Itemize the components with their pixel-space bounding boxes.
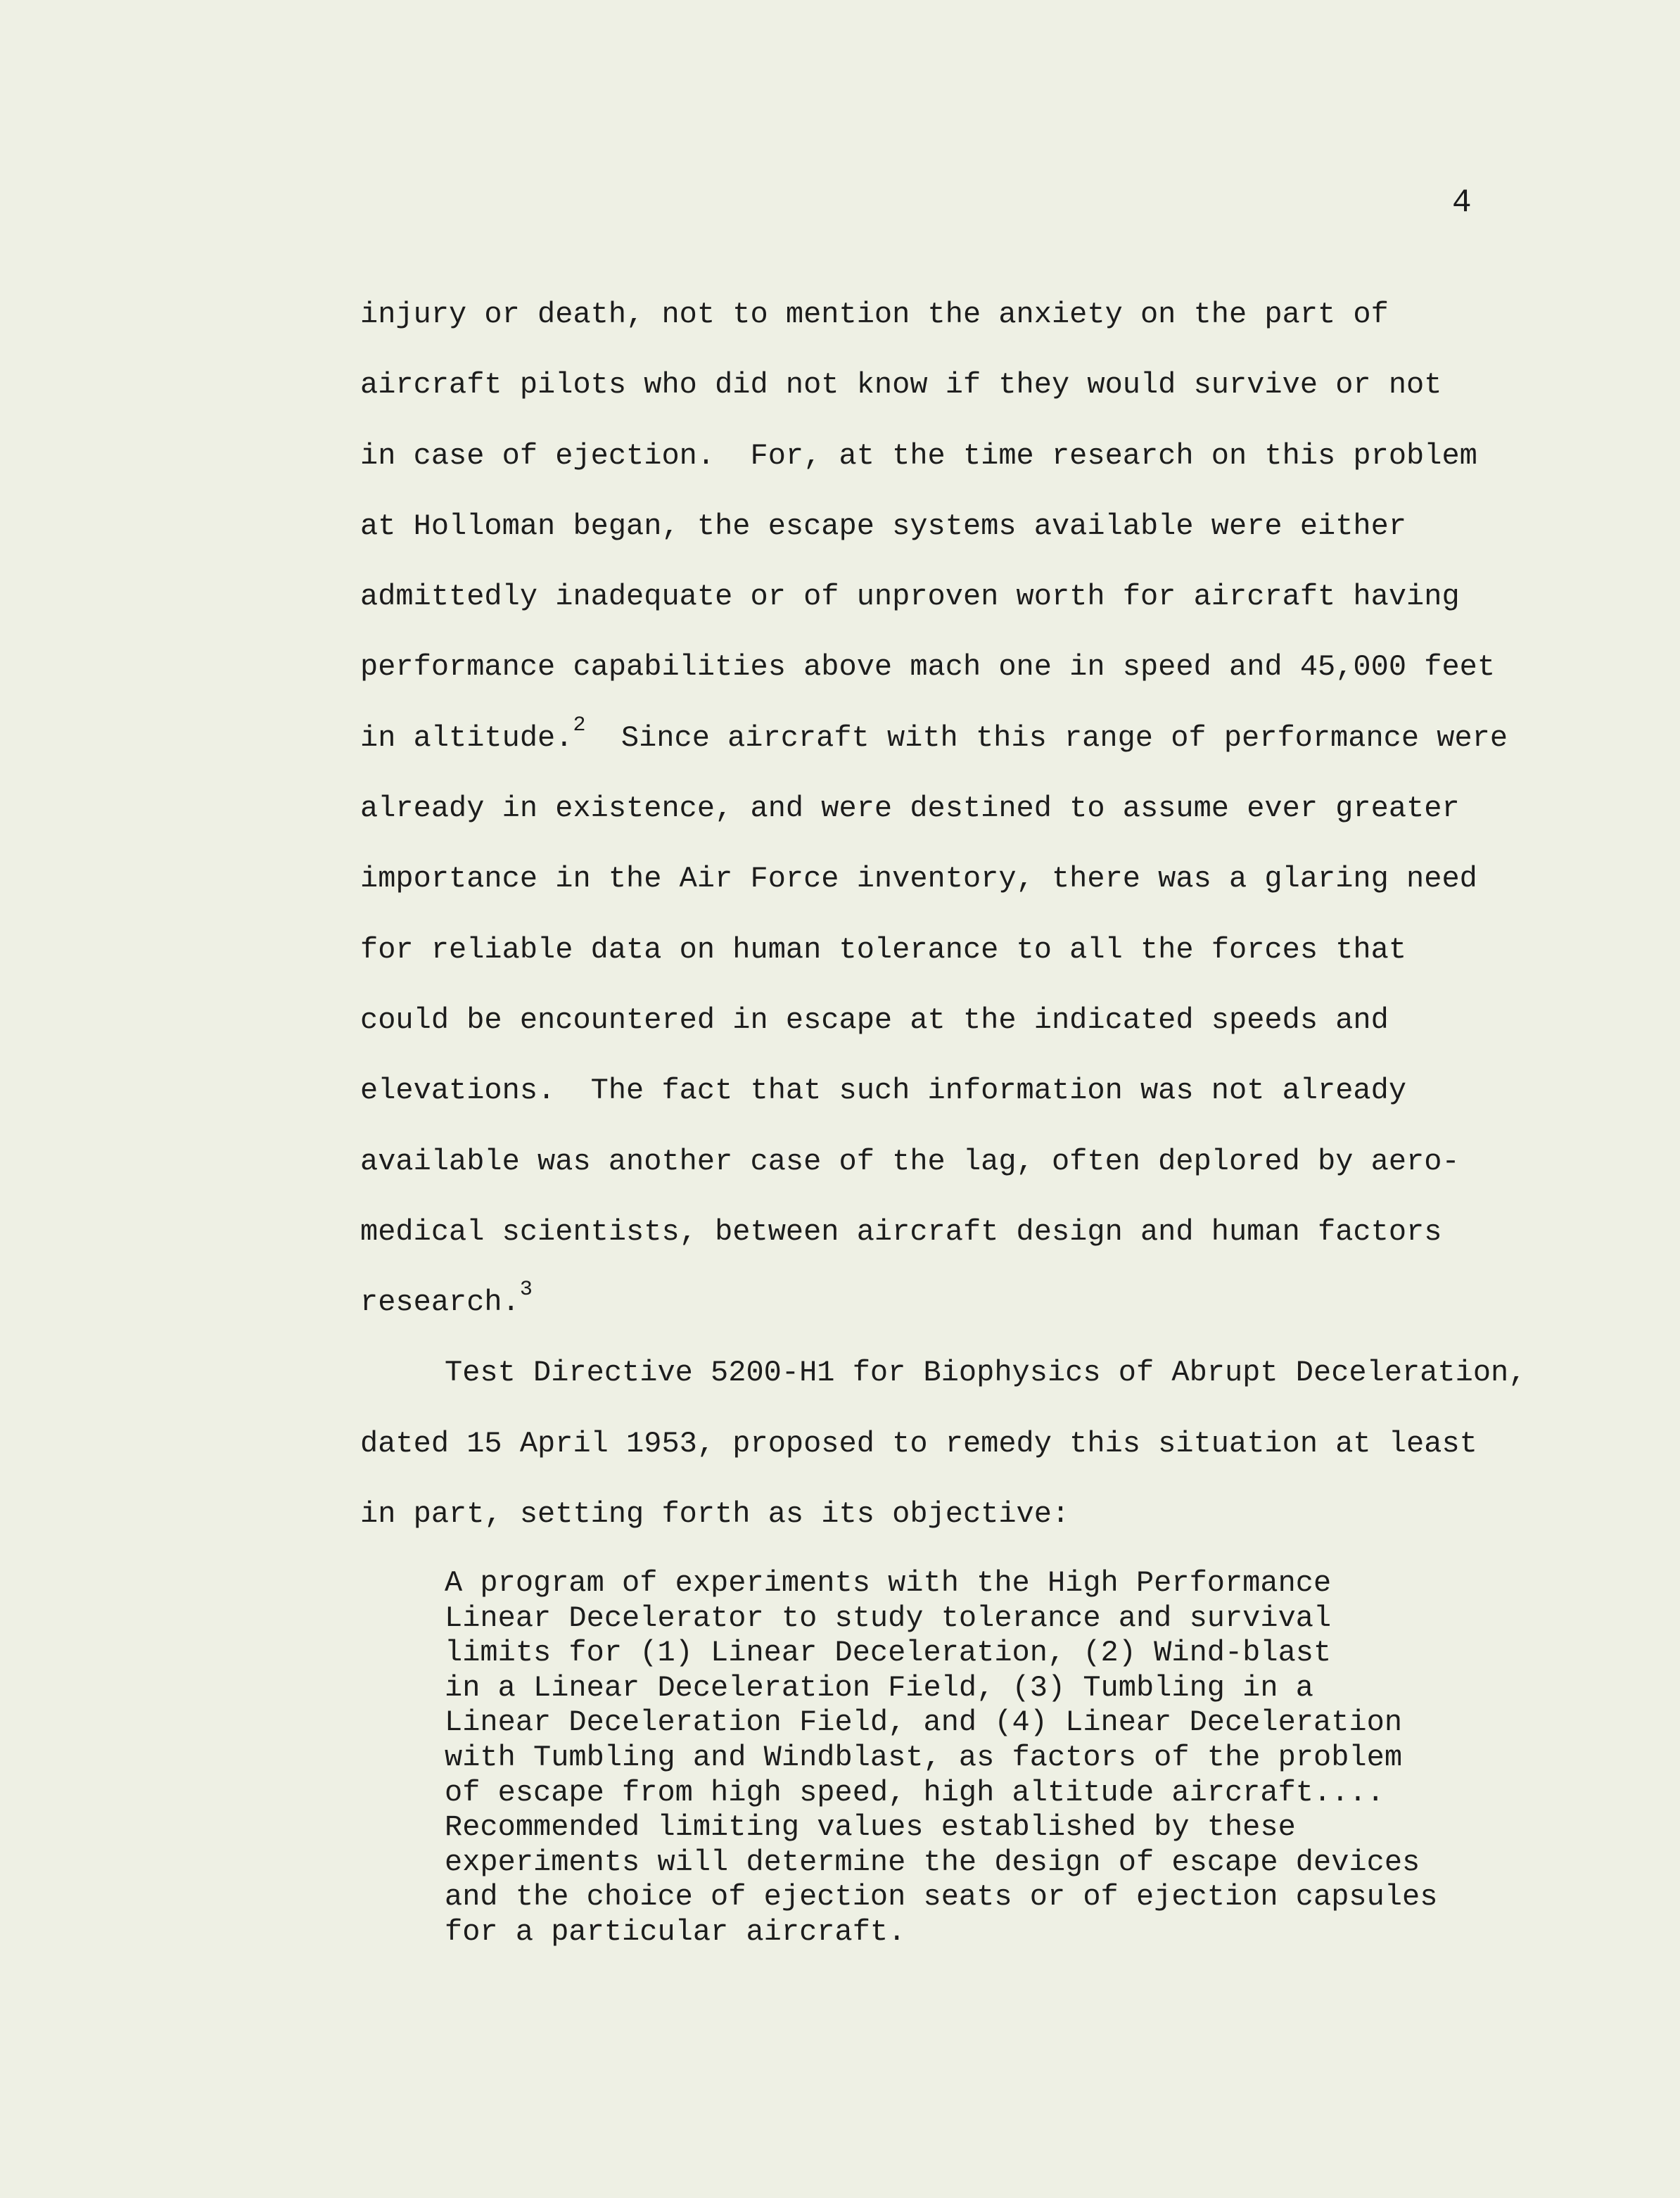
text-line: elevations. The fact that such information was not already: [360, 1074, 1407, 1108]
text-fragment: in altitude.: [360, 720, 573, 755]
text-line: aircraft pilots who did not know if they would survive or not: [360, 368, 1442, 402]
text-line: available was another case of the lag, often deplored by aero-: [360, 1144, 1460, 1179]
text-line: at Holloman began, the escape systems available were either: [360, 509, 1407, 543]
quote-line: Linear Decelerator to study tolerance and survival: [445, 1601, 1332, 1635]
quote-line: Recommended limiting values established by these: [445, 1810, 1296, 1845]
text-fragment: research.: [360, 1285, 520, 1320]
quote-line: and the choice of ejection seats or of ejection capsules: [445, 1880, 1438, 1914]
quote-line: of escape from high speed, high altitude aircraft....: [445, 1775, 1385, 1810]
quote-line: in a Linear Deceleration Field, (3) Tumbling in a: [445, 1670, 1314, 1705]
text-line: already in existence, and were destined to assume ever greater: [360, 792, 1460, 826]
text-line: admittedly inadequate or of unproven worth for aircraft having: [360, 580, 1460, 614]
text-line: could be encountered in escape at the indicated speeds and: [360, 1003, 1389, 1037]
text-line: [360, 1267, 1526, 1338]
quote-line: limits for (1) Linear Deceleration, (2) Wind-blast: [445, 1636, 1332, 1670]
quote-line: experiments will determine the design of escape devices: [445, 1845, 1420, 1879]
text-line: performance capabilities above mach one in speed and 45,000 feet: [360, 650, 1496, 685]
text-line: [360, 703, 1526, 773]
footnote-marker: 3: [519, 1278, 533, 1302]
text-line: in part, setting forth as its objective:: [360, 1497, 1070, 1532]
page-number: 4: [1452, 184, 1472, 221]
text-line: importance in the Air Force inventory, there was a glaring need: [360, 862, 1477, 896]
text-fragment: Since aircraft with this range of performance were: [585, 720, 1508, 755]
text-line: for reliable data on human tolerance to all the forces that: [360, 932, 1407, 967]
footnote-marker: 2: [573, 713, 586, 737]
text-line: Test Directive 5200-H1 for Biophysics of Abrupt Deceleration,: [445, 1356, 1527, 1390]
text-line: injury or death, not to mention the anxiety on the part of: [360, 298, 1389, 331]
quote-line: Linear Deceleration Field, and (4) Linear Deceleration: [445, 1705, 1403, 1740]
quote-line: with Tumbling and Windblast, as factors of the problem: [445, 1740, 1403, 1774]
text-line: in case of ejection. For, at the time research on this problem: [360, 438, 1477, 473]
text-line: medical scientists, between aircraft design and human factors: [360, 1214, 1442, 1249]
quote-line: A program of experiments with the High Performance: [445, 1566, 1332, 1600]
block-quote: [445, 1566, 1437, 1950]
body-text: [360, 279, 1526, 1549]
quote-line: for a particular aircraft.: [445, 1914, 906, 1949]
text-line: dated 15 April 1953, proposed to remedy this situation at least: [360, 1426, 1477, 1461]
